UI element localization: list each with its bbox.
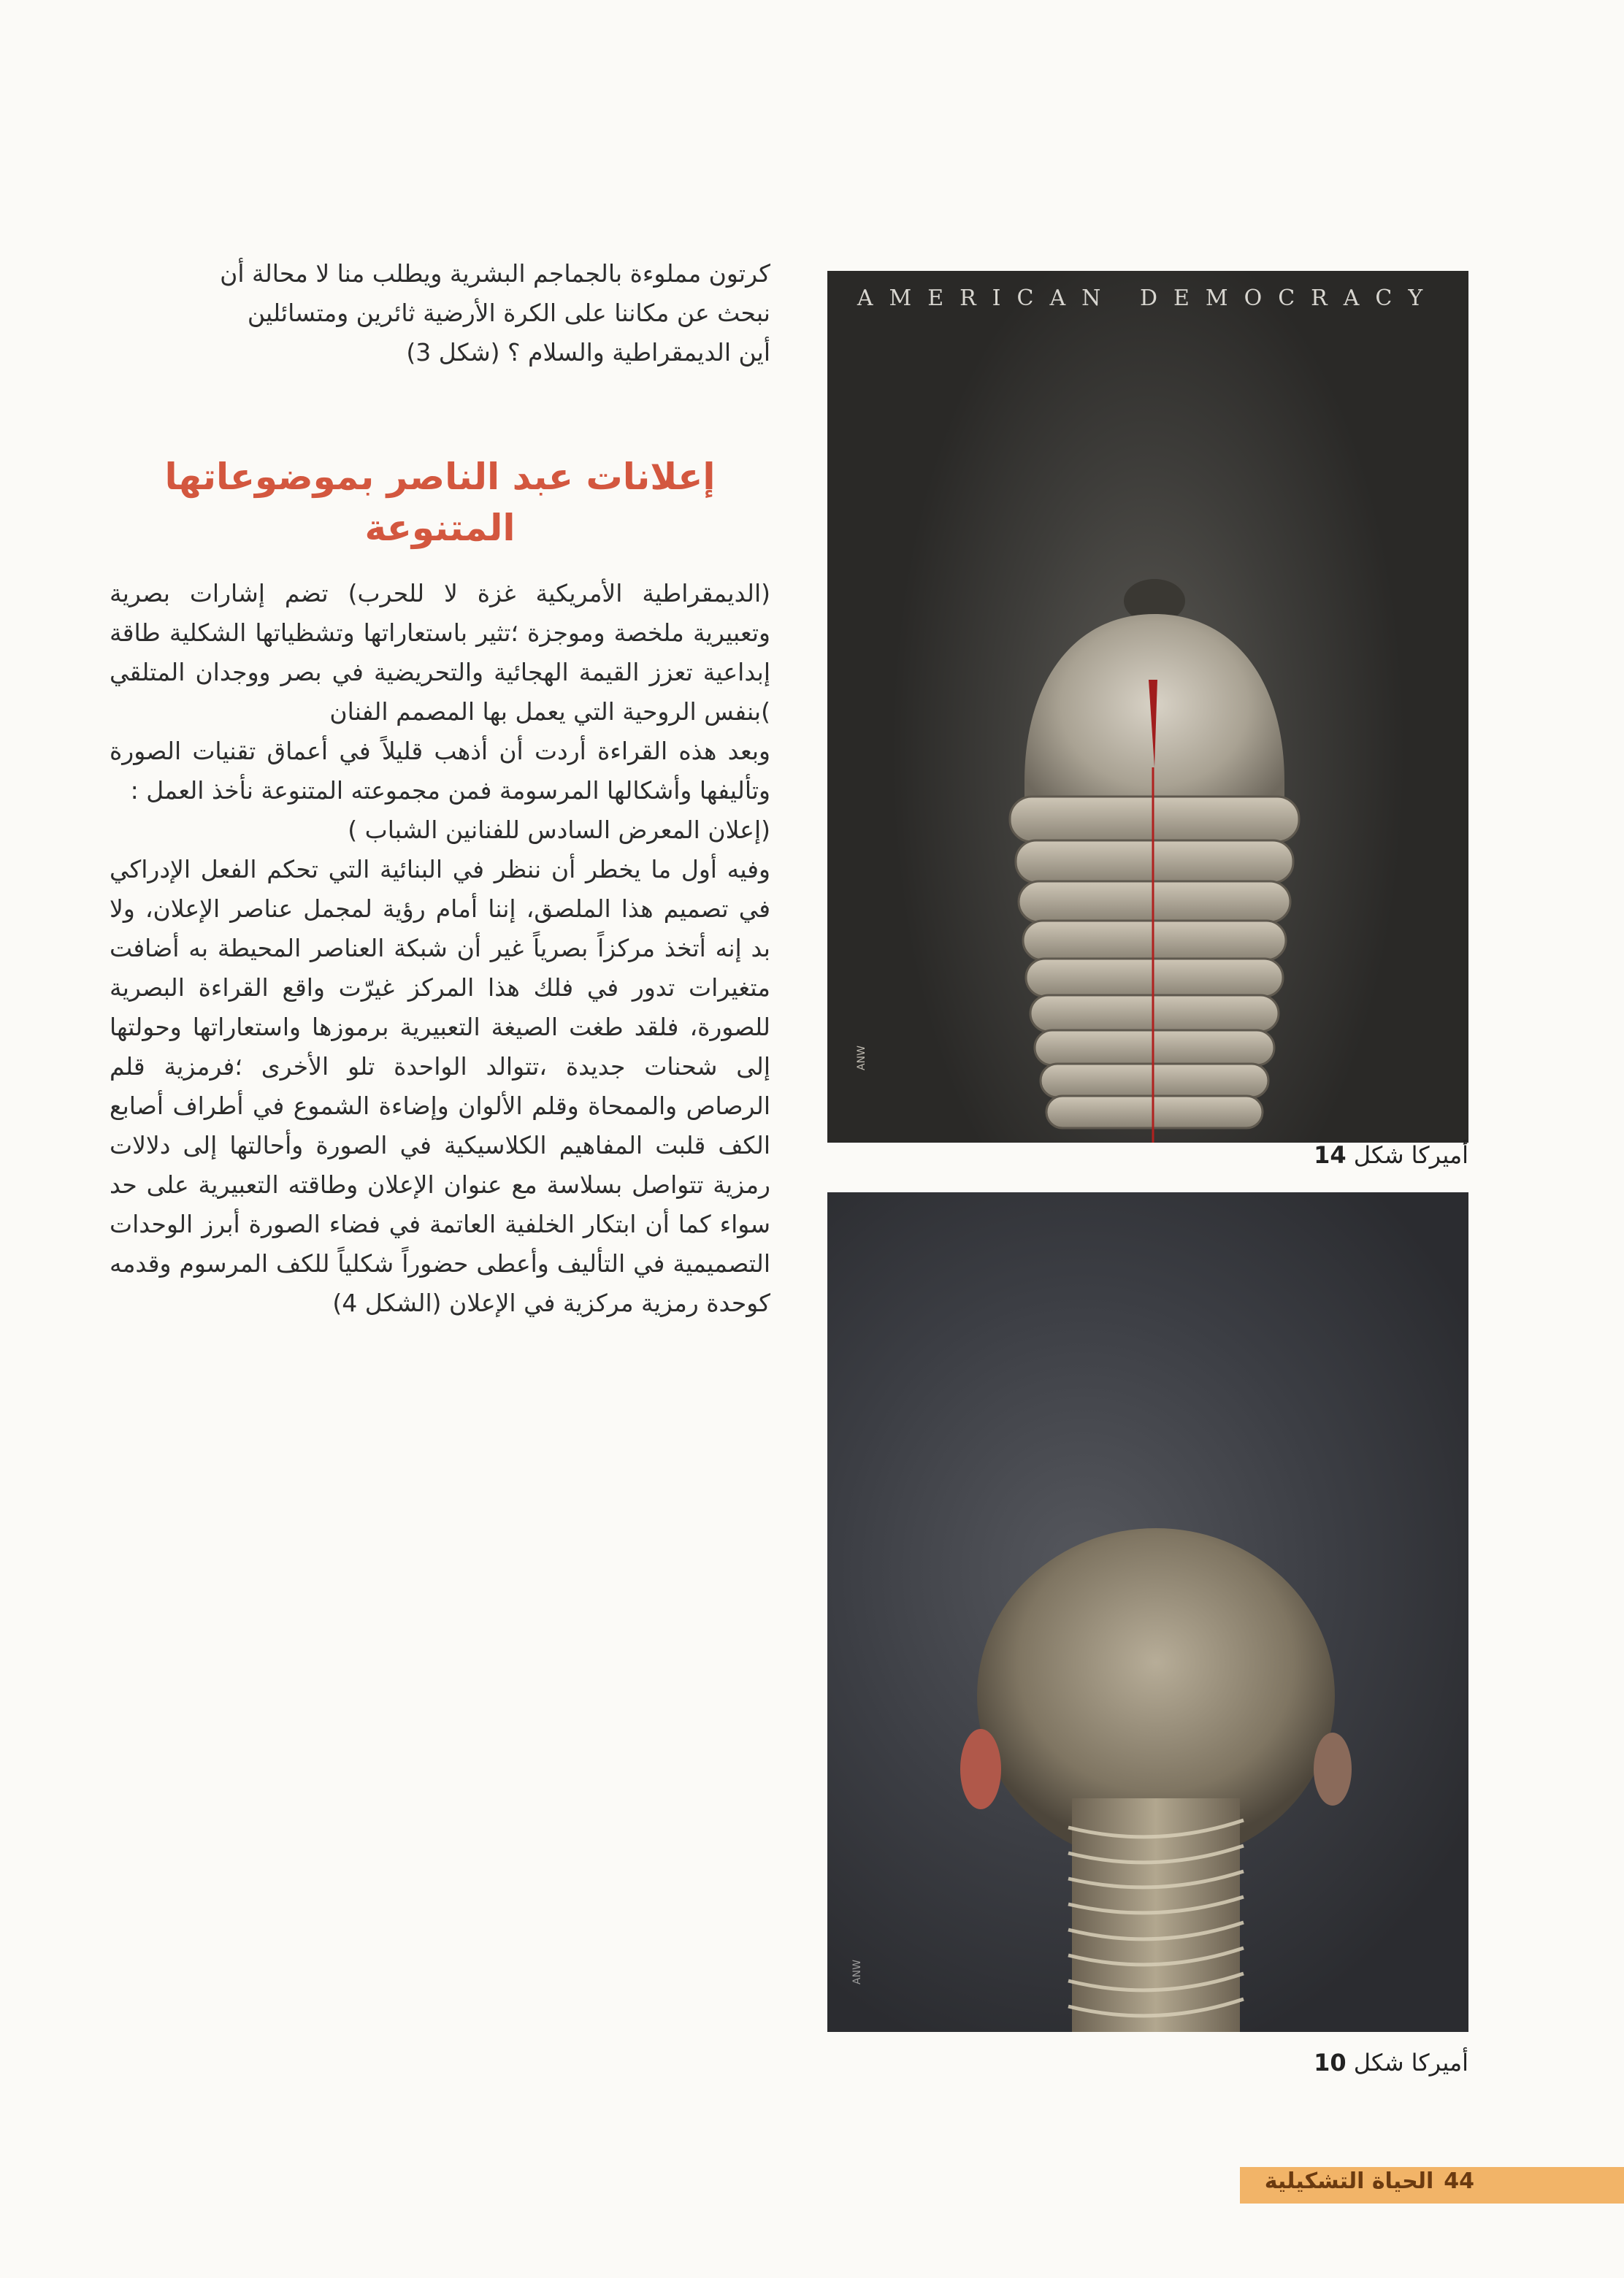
caption-number: 14	[1314, 1141, 1347, 1169]
exhibition-subtitle: (إعلان المعرض السادس للفنانين الشباب )	[348, 816, 770, 844]
caption-text: أميركا شكل	[1346, 2049, 1468, 2076]
poster-banner: AMERICAN DEMOCRACY	[857, 285, 1439, 311]
figure-14-caption	[1314, 1141, 1468, 1169]
poster-signature: ANW	[855, 1046, 867, 1070]
section-heading: إعلانات عبد الناصر بموضوعاتها المتنوعة	[164, 456, 716, 549]
intro-line-3: أين الديمقراطية والسلام ؟ (شكل 3)	[406, 338, 770, 367]
intro-line-1: كرتون مملوءة بالجماجم البشرية ويطلب منا لا محالة أن	[220, 259, 770, 288]
article-column	[110, 254, 770, 1323]
page-footer	[1255, 2168, 1474, 2194]
magazine-name: الحياة التشكيلية	[1264, 2168, 1434, 2194]
figure-14-poster	[827, 271, 1468, 1143]
paragraph-3: وفيه أول ما يخطر أن ننظر في البنائية التي تحكم الفعل الإدراكي في تصميم هذا الملصق، إننا أمام رؤية لمجمل عناصر الإعلان، ولا بد إنه أتخذ مركزاً بصرياً غير أن شبكة العناصر المحيطة به أضافت متغيرات تدور في فلك هذا المركز غيرّت واقع القراءة البصرية للصورة، فلقد طغت الصيغة التعبيرية برموزها واستعاراتها وحولتها إلى شحنات جديدة ،تتوالد الواحدة تلو الأخرى ؛فرمزية قلم الرصاص والممحاة وقلم الألوان وإضاءة الشموع في أطراف أصابع الكف قلبت المفاهيم الكلاسيكية في الصورة وأحالتها إلى دلالات رمزية تتواصل بسلاسة مع عنوان الإعلان وطاقته التعبيرية على حد سواء كما أن ابتكار الخلفية العاتمة في فضاء الصورة أبرز الوحدات التصميمية في التأليف وأعطى حضوراً شكلياً للكف المرسوم وقدمه كوحدة رمزية مركزية في الإعلان (الشكل 4)	[110, 855, 770, 1317]
paragraph-1: (الديمقراطية الأمريكية غزة لا للحرب) تضم إشارات بصرية وتعبيرية ملخصة وموجزة ؛تثير باستعاراتها وتشظياتها الشكلية طاقة إبداعية تعزز القيمة الهجائية والتحريضية في بصر ووجدان المتلقي )بنفس الروحية التي يعمل بها المصمم الفنان	[110, 579, 770, 726]
page-number: 44	[1444, 2168, 1474, 2194]
caption-number: 10	[1314, 2049, 1347, 2076]
paragraph-2: وبعد هذه القراءة أردت أن أذهب قليلاً في أعماق تقنيات الصورة وتأليفها وأشكالها المرسومة فمن مجموعته المتنوعة نأخذ العمل :	[110, 737, 770, 805]
caption-text: أميركا شكل	[1346, 1141, 1468, 1169]
figure-10-caption	[1314, 2049, 1468, 2076]
intro-line-2: نبحث عن مكاننا على الكرة الأرضية ثائرين ومتسائلين	[247, 299, 770, 327]
bound-torso-illustration	[827, 271, 1468, 1143]
bound-head-illustration	[827, 1192, 1468, 2032]
figure-10-poster	[827, 1192, 1468, 2032]
poster-signature: ANW	[851, 1960, 863, 1984]
